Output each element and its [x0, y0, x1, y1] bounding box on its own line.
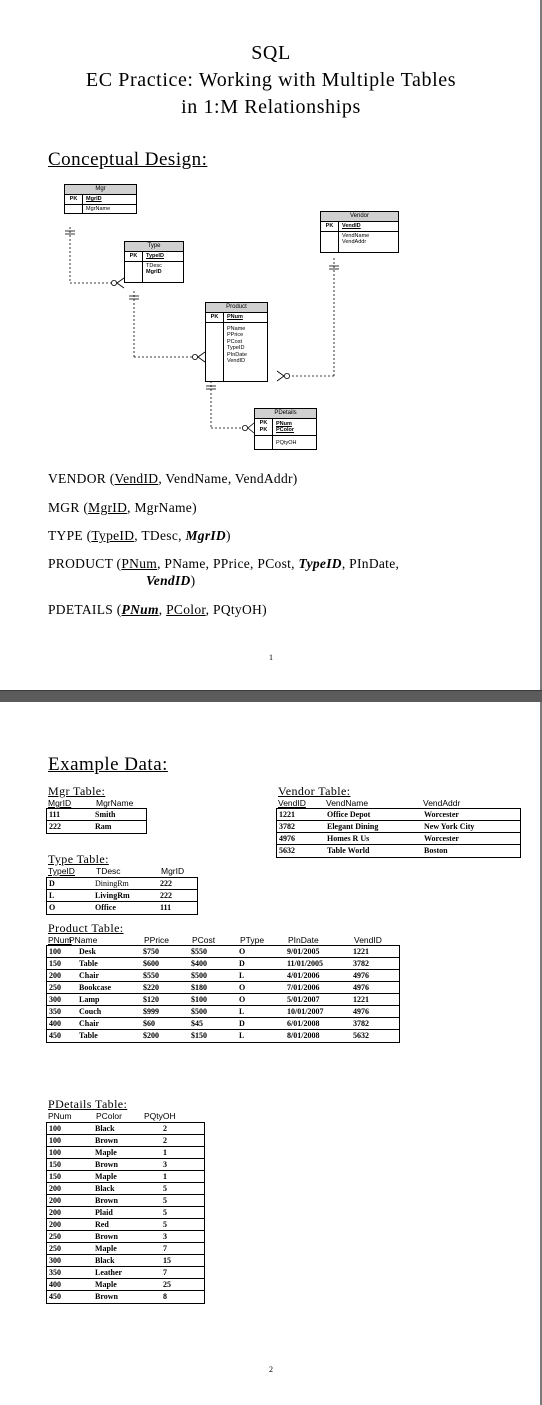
table-row	[47, 1255, 204, 1267]
schema-pdetails: PDETAILS (PNum, PColor, PQtyOH)	[48, 602, 267, 617]
schema-vendor: VENDOR (VendID, VendName, VendAddr)	[48, 471, 298, 486]
table-row	[47, 970, 399, 982]
table-cell: 300	[49, 995, 61, 1004]
table-row	[47, 1267, 204, 1279]
table-cell: Table	[79, 1031, 98, 1040]
table-cell: Table	[79, 959, 98, 968]
page-1	[0, 0, 542, 690]
type-pk-attr: TypeID	[146, 253, 164, 259]
pk-label: PK	[259, 427, 268, 433]
entity-vendor-name: Vendor	[321, 212, 398, 222]
entity-type	[124, 241, 184, 283]
table-cell: Couch	[79, 1007, 102, 1016]
table-cell: 300	[49, 1256, 61, 1265]
table-cell: 200	[49, 1220, 61, 1229]
table-cell: $550	[191, 947, 207, 956]
type-table-caption: Type Table:	[48, 852, 109, 866]
table-cell: $500	[191, 971, 207, 980]
table-row: L LivingRm 222	[47, 890, 197, 902]
table-cell: 5	[163, 1220, 167, 1229]
table-row: 222 Ram	[49, 822, 112, 831]
table-cell: 100	[49, 947, 61, 956]
entity-mgr-name: Mgr	[65, 185, 136, 195]
entity-pdetails	[254, 408, 317, 450]
pk-label: PK	[125, 252, 143, 261]
table-cell: $45	[191, 1019, 203, 1028]
mgr-table-caption: Mgr Table:	[48, 784, 106, 798]
table-row: 3782 Elegant Dining New York City	[277, 821, 520, 833]
page-separator	[0, 690, 542, 702]
table-cell: 8/01/2008	[287, 1031, 320, 1040]
table-cell: $150	[191, 1031, 207, 1040]
title-line-2: EC Practice: Working with Multiple Tables	[85, 69, 457, 91]
pk-label: PK	[321, 222, 339, 231]
table-cell: 2	[163, 1124, 167, 1133]
vendor-table	[276, 808, 521, 858]
table-cell: 1	[163, 1148, 167, 1157]
table-cell: Black	[95, 1124, 115, 1133]
table-cell: 6/01/2008	[287, 1019, 320, 1028]
table-cell: 4976	[353, 971, 369, 980]
table-cell: 100	[49, 1148, 61, 1157]
table-cell: $750	[143, 947, 159, 956]
table-cell: $400	[191, 959, 207, 968]
table-row: O Office 111	[49, 903, 172, 912]
entity-vendor	[320, 211, 399, 253]
table-cell: $600	[143, 959, 159, 968]
table-cell: $200	[143, 1031, 159, 1040]
table-cell: $500	[191, 1007, 207, 1016]
pk-label: PK	[65, 195, 83, 204]
schema-mgr: MGR (MgrID, MgrName)	[48, 500, 197, 515]
table-cell: 100	[49, 1124, 61, 1133]
page-2: Example Data: Mgr Table: MgrID MgrName 111 Smith 222 Ram Type Table: TypeID TDesc MgrID D DiningRm 222 L LivingRm 222 O Office 111 Vendor Table: VendID VendName VendAddr 1221 Office Depot Worcester 3782 Elegant Dining New York City 4976 Homes R Us Worcester 5632 Table World Boston Product Table: PNum PName PPrice PCost PType PInDate VendID 100 Desk $750 $550 O 9/01/2005 1221 150 Table $600 $400 D 11/01/2005 3782 200 Chair $550 $500 L 4/01/2006 4976 250 Bookcase $220 $180 O 7/01/2006 4976 300 Lamp $120 $100 O 5/01/2007 1221 350 Couch $999 $500 L 10/01/2007 4976 400 Chair $60 $45 D 6/01/2008 3782 450 Table $200 $150 L 8/01/2008 5632 PDetails Table: PNum PColor PQtyOH 100 Black 2 100 Brown 2 100 Maple 1 150 Brown 3 150 Maple 1 200 Black 5 200 Brown 5 200 Plaid 5 200 Red 5 250 Brown 3 250 Maple 7 300 Black 15 350 Leather 7 400 Maple 25 450 Brown 8 2	[0, 702, 542, 1405]
mgr-pk-attr: MgrID	[86, 196, 102, 202]
table-cell: Leather	[95, 1268, 123, 1277]
table-cell: 4/01/2006	[287, 971, 320, 980]
table-cell: 450	[49, 1031, 61, 1040]
table-cell: 350	[49, 1007, 61, 1016]
table-cell: L	[239, 1031, 245, 1040]
table-cell: Maple	[95, 1280, 117, 1289]
table-cell: 7	[163, 1268, 167, 1277]
pdetails-pk-attr-2: PColor	[276, 427, 295, 434]
table-row	[47, 1030, 399, 1042]
vendor-table-caption: Vendor Table:	[278, 784, 351, 798]
table-cell: Maple	[95, 1172, 117, 1181]
entity-pdetails-name: PDetails	[255, 409, 316, 419]
table-cell: $120	[143, 995, 159, 1004]
table-row	[47, 1159, 204, 1171]
table-cell: L	[239, 1007, 245, 1016]
vendor-attrs: VendName VendAddr	[342, 233, 370, 246]
table-cell: 4976	[353, 983, 369, 992]
table-cell: D	[239, 1019, 245, 1028]
table-cell: 4976	[353, 1007, 369, 1016]
table-row	[47, 1183, 204, 1195]
table-cell: 5	[163, 1208, 167, 1217]
table-cell: Black	[95, 1184, 115, 1193]
table-cell: Black	[95, 1256, 115, 1265]
table-cell: $220	[143, 983, 159, 992]
pdetails-pk-attr-1: PNum	[276, 421, 292, 427]
table-cell: $550	[143, 971, 159, 980]
entity-mgr	[64, 184, 137, 214]
schema-product: PRODUCT (PNum, PName, PPrice, PCost, TypeID, PInDate, VendID)	[48, 556, 400, 588]
table-row	[47, 982, 399, 994]
table-cell: Chair	[79, 1019, 99, 1028]
table-cell: L	[239, 971, 245, 980]
table-row	[47, 994, 399, 1006]
table-cell: Brown	[95, 1196, 118, 1205]
table-cell: Brown	[95, 1292, 118, 1301]
table-cell: Red	[95, 1220, 109, 1229]
table-cell: $60	[143, 1019, 155, 1028]
product-table-caption: Product Table:	[48, 921, 124, 935]
table-cell: 25	[163, 1280, 171, 1289]
table-row	[47, 1147, 204, 1159]
table-row: 111 Smith	[47, 809, 146, 821]
table-row	[47, 1018, 399, 1030]
table-row	[47, 1123, 204, 1135]
table-cell: 250	[49, 983, 61, 992]
mgr-attrs: MgrName	[86, 206, 111, 212]
table-cell: 400	[49, 1019, 61, 1028]
table-cell: 200	[49, 1184, 61, 1193]
table-row	[47, 1231, 204, 1243]
product-table	[46, 945, 400, 1043]
table-cell: 1221	[353, 995, 369, 1004]
table-row	[47, 1243, 204, 1255]
mgr-table	[46, 808, 147, 834]
table-cell: 3782	[353, 959, 369, 968]
table-cell: 5632	[353, 1031, 369, 1040]
product-attrs: PName PPrice PCost TypeID PInDate VendID	[227, 326, 247, 365]
table-cell: 9/01/2005	[287, 947, 320, 956]
table-cell: 450	[49, 1292, 61, 1301]
schema-type: TYPE (TypeID, TDesc, MgrID)	[48, 528, 231, 543]
table-cell: 7	[163, 1244, 167, 1253]
pdetails-attrs: PQtyOH	[276, 440, 297, 446]
entity-mgr-pk-row	[65, 195, 136, 205]
table-row	[47, 958, 399, 970]
table-cell: 5	[163, 1196, 167, 1205]
table-cell: 200	[49, 1208, 61, 1217]
title-line-3: in 1:M Relationships	[181, 96, 361, 118]
entity-product-name: Product	[206, 303, 267, 313]
entity-type-name: Type	[125, 242, 183, 252]
table-cell: O	[239, 983, 246, 992]
table-cell: Maple	[95, 1148, 117, 1157]
table-row	[47, 1195, 204, 1207]
table-row: 4976 Homes R Us Worcester	[277, 833, 520, 845]
table-cell: 3	[163, 1160, 167, 1169]
table-row	[47, 1135, 204, 1147]
table-row	[47, 946, 399, 958]
table-cell: Plaid	[95, 1208, 113, 1217]
table-cell: Chair	[79, 971, 99, 980]
table-cell: 100	[49, 1136, 61, 1145]
table-row: 1221 Office Depot Worcester	[277, 809, 520, 821]
table-cell: 1	[163, 1172, 167, 1181]
table-cell: 11/01/2005	[287, 959, 324, 968]
table-cell: Bookcase	[79, 983, 111, 992]
table-cell: O	[239, 947, 246, 956]
table-cell: 5/01/2007	[287, 995, 320, 1004]
table-cell: $999	[143, 1007, 159, 1016]
table-cell: $180	[191, 983, 207, 992]
table-row	[47, 1207, 204, 1219]
table-cell: Brown	[95, 1136, 118, 1145]
table-cell: 15	[163, 1256, 171, 1265]
table-cell: Brown	[95, 1232, 118, 1241]
table-cell: Maple	[95, 1244, 117, 1253]
table-row	[47, 1279, 204, 1291]
pk-label: PK	[259, 420, 268, 426]
entity-product	[205, 302, 268, 382]
pk-label: PK	[206, 313, 224, 322]
example-data-heading: Example Data:	[48, 754, 168, 775]
table-cell: 350	[49, 1268, 61, 1277]
table-cell: 10/01/2007	[287, 1007, 324, 1016]
vendor-pk-attr: VendID	[342, 223, 361, 229]
table-cell: Lamp	[79, 995, 100, 1004]
type-table	[46, 877, 198, 915]
table-row	[47, 1219, 204, 1231]
table-cell: Brown	[95, 1160, 118, 1169]
type-attrs: TDesc MgrID	[146, 263, 162, 276]
pdetails-table	[46, 1122, 205, 1304]
page-number: 1	[269, 653, 273, 662]
conceptual-design-heading: Conceptual Design:	[48, 149, 208, 170]
table-cell: 3	[163, 1232, 167, 1241]
table-row: 5632 Table World Boston	[279, 846, 448, 855]
table-row	[47, 1291, 204, 1303]
table-cell: D	[239, 959, 245, 968]
table-cell: 200	[49, 1196, 61, 1205]
table-cell: 250	[49, 1232, 61, 1241]
page-number: 2	[269, 1365, 273, 1374]
table-cell: 8	[163, 1292, 167, 1301]
title-line-1: SQL	[251, 42, 291, 64]
table-cell: 3782	[353, 1019, 369, 1028]
table-cell: 1221	[353, 947, 369, 956]
table-cell: Desk	[79, 947, 96, 956]
table-cell: 2	[163, 1136, 167, 1145]
table-cell: O	[239, 995, 246, 1004]
table-row	[47, 1171, 204, 1183]
table-cell: 200	[49, 971, 61, 980]
product-pk-attr: PNum	[227, 314, 243, 320]
table-cell: 400	[49, 1280, 61, 1289]
table-cell: 150	[49, 1160, 61, 1169]
table-cell: 250	[49, 1244, 61, 1253]
table-row	[47, 1006, 399, 1018]
table-cell: 7/01/2006	[287, 983, 320, 992]
table-cell: 5	[163, 1184, 167, 1193]
table-cell: 150	[49, 959, 61, 968]
table-cell: 150	[49, 1172, 61, 1181]
table-row: D DiningRm 222	[47, 878, 197, 890]
pdetails-table-caption: PDetails Table:	[48, 1097, 128, 1111]
table-cell: $100	[191, 995, 207, 1004]
